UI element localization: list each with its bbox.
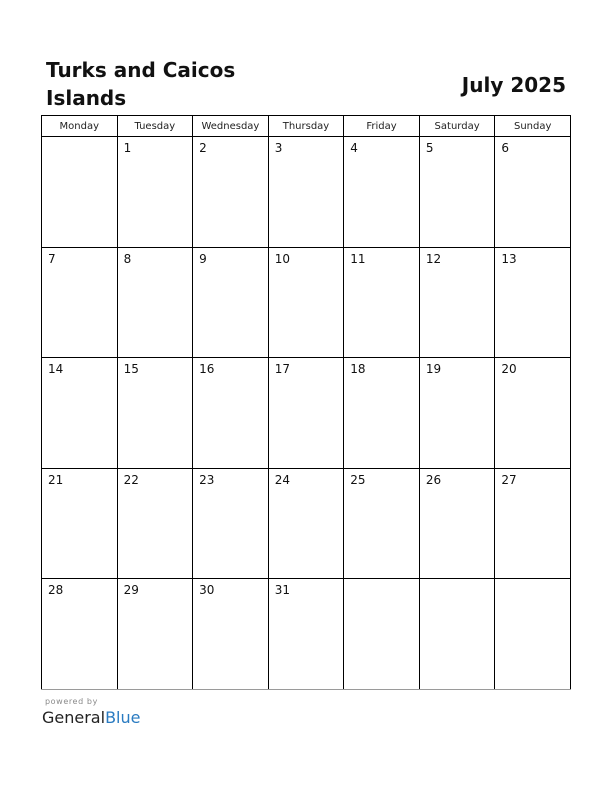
day-number: 23 bbox=[199, 472, 215, 487]
day-cell bbox=[117, 579, 193, 690]
weekday-header: Saturday bbox=[419, 116, 495, 137]
calendar-grid bbox=[41, 115, 571, 690]
title-line-2: Islands bbox=[46, 86, 127, 110]
weekday-header: Sunday bbox=[495, 116, 571, 137]
day-number: 16 bbox=[199, 362, 215, 376]
day-cell bbox=[419, 247, 495, 358]
day-number: 11 bbox=[350, 251, 366, 266]
day-number: 4 bbox=[350, 141, 358, 155]
day-number: 15 bbox=[123, 362, 139, 376]
day-cell bbox=[193, 137, 269, 248]
weekday-header: Tuesday bbox=[117, 116, 193, 137]
day-number: 21 bbox=[48, 472, 64, 487]
day-cell bbox=[42, 137, 118, 248]
weekday-header-row bbox=[42, 116, 571, 137]
day-number: 12 bbox=[425, 251, 442, 266]
brand-part-general: General bbox=[42, 708, 106, 727]
day-cell bbox=[344, 247, 420, 358]
day-number: 29 bbox=[123, 583, 139, 597]
day-cell bbox=[419, 137, 495, 248]
day-cell bbox=[268, 137, 344, 248]
day-number: 25 bbox=[350, 472, 366, 487]
day-cell bbox=[495, 247, 571, 358]
day-number: 7 bbox=[48, 251, 56, 266]
brand-part-blue: Blue bbox=[105, 708, 141, 727]
day-number: 5 bbox=[425, 141, 434, 155]
week-row bbox=[42, 358, 571, 469]
day-cell bbox=[495, 137, 571, 248]
footer-divider bbox=[41, 689, 571, 690]
weekday-header: Wednesday bbox=[193, 116, 269, 137]
day-cell bbox=[117, 468, 193, 579]
day-cell bbox=[344, 358, 420, 469]
day-number: 3 bbox=[274, 141, 283, 155]
day-cell bbox=[268, 247, 344, 358]
day-number: 20 bbox=[501, 362, 517, 376]
day-number: 10 bbox=[274, 251, 290, 266]
day-number bbox=[344, 579, 419, 583]
day-cell bbox=[268, 468, 344, 579]
day-cell bbox=[42, 579, 118, 690]
day-cell bbox=[42, 358, 118, 469]
day-cell bbox=[495, 358, 571, 469]
day-number: 22 bbox=[123, 472, 139, 487]
day-number: 2 bbox=[199, 141, 207, 155]
day-cell bbox=[42, 468, 118, 579]
day-number bbox=[495, 579, 570, 583]
day-number: 13 bbox=[501, 251, 517, 266]
day-cell bbox=[193, 579, 269, 690]
day-number: 27 bbox=[501, 472, 517, 487]
week-row bbox=[42, 579, 571, 690]
day-cell bbox=[495, 468, 571, 579]
day-number: 6 bbox=[501, 141, 510, 155]
day-number: 18 bbox=[350, 362, 366, 376]
day-number: 17 bbox=[274, 362, 290, 376]
week-row bbox=[42, 247, 571, 358]
day-cell bbox=[117, 247, 193, 358]
day-cell bbox=[344, 579, 420, 690]
day-cell bbox=[419, 358, 495, 469]
day-cell bbox=[193, 247, 269, 358]
weekday-header: Friday bbox=[344, 116, 420, 137]
day-number: 26 bbox=[425, 472, 442, 487]
day-number bbox=[42, 137, 117, 141]
day-cell bbox=[419, 579, 495, 690]
day-cell bbox=[117, 137, 193, 248]
week-row bbox=[42, 137, 571, 248]
title-line-1: Turks and Caicos bbox=[46, 58, 236, 82]
day-cell bbox=[344, 468, 420, 579]
day-cell bbox=[268, 358, 344, 469]
day-cell bbox=[268, 579, 344, 690]
day-number: 31 bbox=[274, 583, 290, 597]
day-number: 19 bbox=[425, 362, 442, 376]
page-title bbox=[46, 56, 306, 112]
month-year-title: July 2025 bbox=[461, 73, 566, 97]
weekday-header: Monday bbox=[42, 116, 118, 137]
day-number: 28 bbox=[48, 583, 64, 597]
day-number: 8 bbox=[123, 251, 132, 266]
day-number: 24 bbox=[274, 472, 290, 487]
day-number: 9 bbox=[199, 251, 207, 266]
day-cell bbox=[419, 468, 495, 579]
day-cell bbox=[42, 247, 118, 358]
weekday-header: Thursday bbox=[268, 116, 344, 137]
week-row bbox=[42, 468, 571, 579]
day-cell bbox=[193, 358, 269, 469]
powered-by-label: powered by bbox=[45, 697, 98, 706]
day-number: 1 bbox=[123, 141, 132, 155]
day-number: 14 bbox=[48, 362, 64, 376]
day-number: 30 bbox=[199, 583, 215, 597]
day-cell bbox=[344, 137, 420, 248]
day-cell bbox=[193, 468, 269, 579]
day-cell bbox=[117, 358, 193, 469]
day-number bbox=[420, 579, 495, 583]
day-cell bbox=[495, 579, 571, 690]
generalblue-logo[interactable] bbox=[42, 708, 140, 728]
